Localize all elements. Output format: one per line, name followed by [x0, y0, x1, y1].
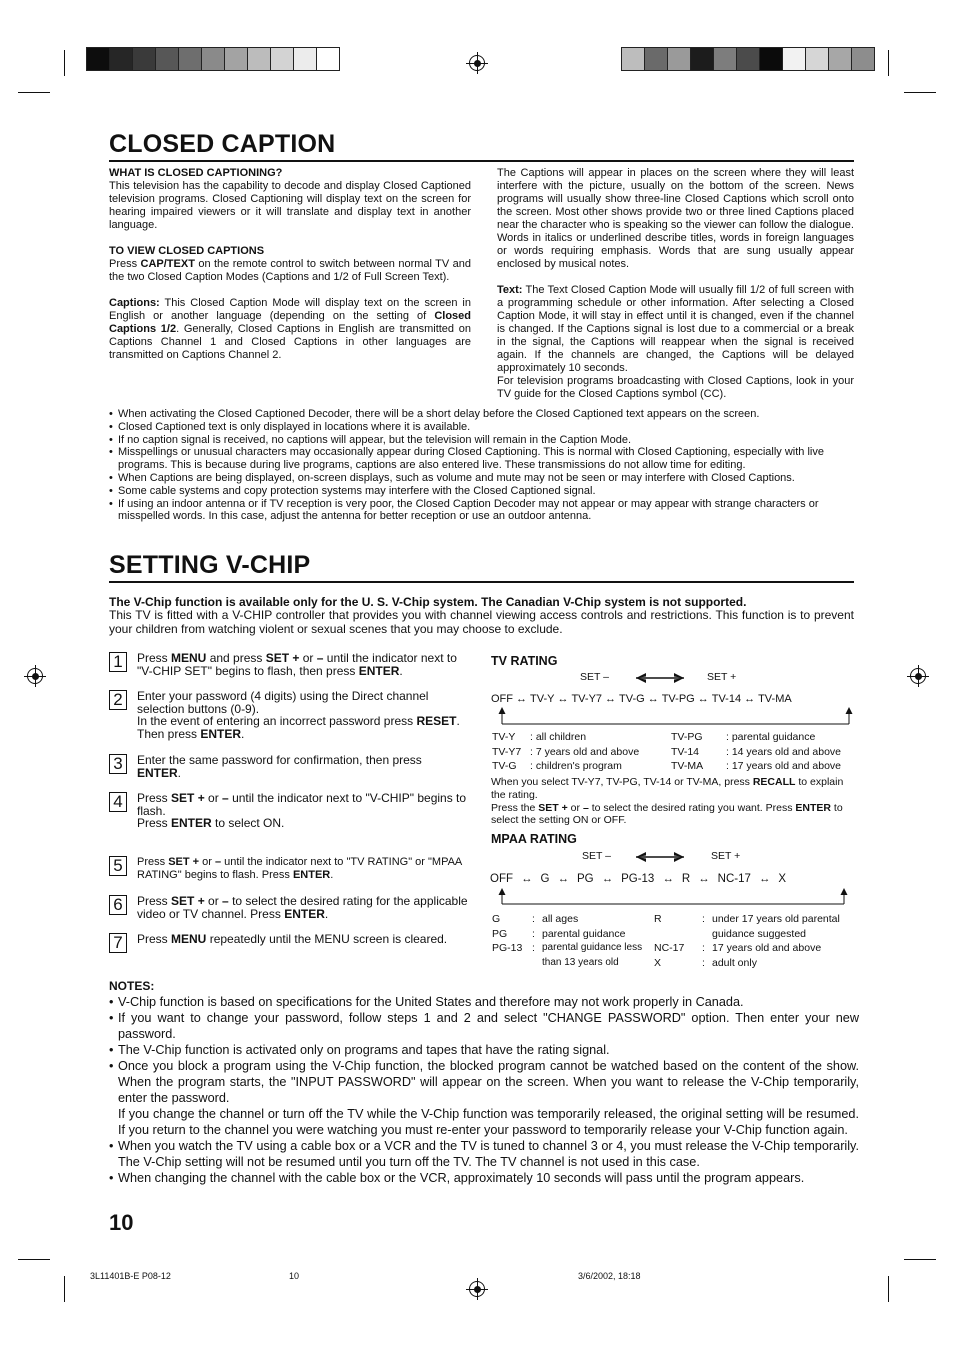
- rating-description: under 17 years old parental: [712, 913, 840, 925]
- note-text: to select the desired rating you want. Press: [588, 801, 796, 814]
- bidirectional-arrow-icon: ↔: [605, 693, 617, 705]
- wrap-arrow-icon: [494, 885, 864, 907]
- step-text: Press SET + or – until the indicator next to "TV RATING" or "MPAA RATING" begins to flash. Press ENTER.: [137, 856, 462, 881]
- key-name: ENTER: [284, 906, 325, 921]
- definition-row: [492, 956, 642, 971]
- rating-description: :: [532, 913, 535, 925]
- rating-code: PG-13: [492, 942, 523, 954]
- color-swatch: [691, 48, 714, 70]
- key-name: –: [316, 651, 324, 665]
- rating-code: TV-Y: [492, 731, 516, 743]
- rating-description: : 17 years old and above: [726, 760, 841, 772]
- rating-code: TV-Y7: [492, 745, 522, 758]
- cc-bullet-item: • If no caption signal is received, no captions will appear, but the television will remain in the Caption Mode.: [109, 434, 854, 447]
- crop-mark: [904, 92, 936, 93]
- cap-text-key: CAP/TEXT: [140, 258, 195, 270]
- note-text: to explain the rating.: [491, 776, 844, 801]
- color-swatch: [645, 48, 668, 70]
- note-item: [109, 1058, 859, 1138]
- registration-mark-icon: [466, 1278, 488, 1300]
- cc-bullet-item: • When Captions are being displayed, on-screen displays, such as volume and mute may not be seen or may interfere with Closed Captions.: [109, 472, 854, 485]
- crop-mark: [64, 50, 65, 76]
- cc-bullet-item: • When activating the Closed Captioned Decoder, there will be a short delay before the Closed Captioned text appears on the screen.: [109, 408, 854, 421]
- definition-row: [671, 730, 841, 745]
- key-name: –: [214, 856, 222, 868]
- page-number: 10: [109, 1210, 134, 1235]
- footer-center: 10: [289, 1271, 300, 1281]
- rating-description: [702, 927, 712, 942]
- rating-code: R: [654, 913, 662, 925]
- step-text: Enter your password (4 digits) using the Direct channel selection buttons (0-9). In the event of entering an incorrect password press RESET. Then press ENTER.: [137, 689, 460, 741]
- tv-guide-text: For television programs broadcasting with Closed Captions, look in your TV guide for the Closed Captions symbol (CC).: [497, 375, 854, 400]
- step-text: Press MENU repeatedly until the MENU screen is cleared.: [137, 932, 448, 946]
- color-swatch: [829, 48, 852, 70]
- closed-caption-title: CLOSED CAPTION: [109, 130, 336, 158]
- v-chip-intro: [109, 596, 854, 636]
- set-plus-label: SET +: [711, 850, 741, 862]
- rating-description: :: [702, 913, 705, 925]
- set-minus-key: –: [582, 801, 589, 814]
- cc-left-column: [109, 167, 471, 375]
- key-name: MENU: [171, 651, 207, 665]
- crop-mark: [888, 50, 889, 76]
- rating-label: PG-13: [621, 873, 655, 885]
- key-name: –: [222, 894, 229, 908]
- note-text: to select the setting ON or OFF.: [491, 801, 843, 827]
- crop-mark: [904, 1259, 936, 1260]
- mpaa-rating-heading: MPAA RATING: [491, 832, 577, 846]
- wrap-arrow-icon: [494, 704, 864, 728]
- note-paragraph: • The V-Chip function is activated only on programs and tapes that have the rating signal.: [118, 1043, 610, 1057]
- step-item: [109, 690, 469, 740]
- rating-label: TV-MA: [758, 693, 792, 705]
- definition-row: [671, 745, 841, 760]
- step-item: [109, 856, 469, 881]
- rating-code: PG: [492, 927, 508, 940]
- color-swatch: [179, 48, 202, 70]
- rating-description: : all children: [530, 731, 587, 743]
- note-paragraph: • V-Chip function is based on specifications for the United States and therefore may not work properly in Canada.: [118, 995, 744, 1009]
- view-text: Press: [109, 258, 141, 270]
- color-swatch: [317, 48, 339, 70]
- definition-row: [492, 759, 639, 774]
- color-swatch: [294, 48, 317, 70]
- color-swatch: [714, 48, 737, 70]
- rating-label: TV-Y: [530, 693, 555, 705]
- rating-label: TV-14: [711, 693, 742, 705]
- text-mode-section: [497, 284, 854, 401]
- color-swatch: [668, 48, 691, 70]
- definition-row: [492, 745, 639, 760]
- step-item: [109, 792, 469, 830]
- cc-bullet-item: • Some cable systems and copy protection systems may interfere with the Closed Captioned signal.: [109, 485, 854, 498]
- rating-code: TV-14: [671, 745, 700, 758]
- key-name: ENTER: [358, 663, 400, 678]
- enter-key: ENTER: [795, 801, 831, 814]
- view-text: on the remote control to switch between normal TV and the two Closed Caption Modes (Captions and 1/2 of Full Screen Text).: [109, 258, 471, 283]
- key-name: SET +: [171, 791, 205, 805]
- notes-heading: NOTES:: [109, 979, 155, 993]
- rating-code: NC-17: [654, 942, 685, 954]
- closed-captions-key: Closed Captions 1/2: [109, 310, 471, 335]
- text-label: Text:: [497, 284, 523, 296]
- key-name: MENU: [171, 932, 207, 946]
- rating-description: : 7 years old and above: [530, 745, 640, 758]
- set-minus-label: SET –: [582, 850, 611, 862]
- what-text: This television has the capability to decode and display Closed Captioned television programs. Closed Captioning will display text on the screen for hearing impaired viewers or it will translate and display text in another language.: [109, 180, 471, 231]
- rating-label: X: [778, 873, 787, 885]
- rating-description: parental guidance: [542, 927, 626, 940]
- captions-label: Captions:: [109, 297, 160, 309]
- note-item: [109, 994, 859, 1010]
- bidirectional-arrow-icon: ↔: [557, 693, 569, 705]
- v-chip-intro-text: This TV is fitted with a V-CHIP controller that provides you with channel viewing access controls and restrictions. This function is to prevent your children from watching violent or sexual scenes that you may choose to exclude.: [109, 608, 854, 636]
- rating-description: :: [532, 942, 535, 954]
- step-item: [109, 895, 469, 920]
- key-name: ENTER: [171, 816, 212, 830]
- key-name: ENTER: [200, 726, 242, 741]
- definition-row: [654, 912, 840, 927]
- bidirectional-arrow-icon: ↔: [601, 873, 614, 885]
- rating-description: : children's program: [530, 760, 622, 772]
- tv-rating-definitions-right: [671, 730, 841, 774]
- rating-label: G: [540, 873, 550, 885]
- color-swatch: [202, 48, 225, 70]
- view-heading: TO VIEW CLOSED CAPTIONS: [109, 245, 265, 257]
- definition-row: [671, 759, 841, 774]
- notes-list: [109, 994, 859, 1186]
- color-swatch: [737, 48, 760, 70]
- cc-bullet-item: • If using an indoor antenna or if TV reception is very poor, the Closed Caption Decoder may not appear or may appear with strange characters or misspelled words. In this case, adjust the antenna for better reception or use an outdoor antenna.: [109, 498, 854, 524]
- bidirectional-arrow-icon: ↔: [758, 873, 771, 885]
- color-swatch: [87, 48, 110, 70]
- note-paragraph: • Once you block a program using the V-Chip function, the blocked program cannot be watched based on the content of the show. When the program starts, the "INPUT PASSWORD" will appear on the screen. When you want to release the V-Chip temporarily, enter the password.: [118, 1059, 859, 1105]
- rating-description: guidance suggested: [712, 927, 806, 940]
- rating-code: TV-G: [492, 760, 517, 772]
- captions-placement-text: The Captions will appear in places on the screen where they will least interfere with the picture, usually on the bottom of the screen. News programs will usually show three-line Closed Captions which scroll onto the screen. Most other shows provide two or three lined Captions placed near the character who is speaking so the viewer can follow the dialogue. Words in italics or underlined describe titles, words in foreign languages or words requiring emphasis. Words that are sung usually appear enclosed by musical notes.: [497, 167, 854, 270]
- rating-description: 17 years old and above: [712, 942, 822, 954]
- step-number: 6: [109, 895, 127, 915]
- bidirectional-arrow-icon: ↔: [744, 693, 756, 705]
- step-number: 4: [109, 792, 127, 812]
- color-swatch: [133, 48, 156, 70]
- view-section: [109, 245, 471, 284]
- definition-row: [654, 941, 840, 956]
- definition-row: [654, 956, 840, 971]
- rating-label: TV-G: [619, 693, 645, 705]
- bidirectional-arrow-icon: ↔: [697, 693, 709, 705]
- rating-code: G: [492, 913, 501, 925]
- step-item: [109, 754, 469, 779]
- rating-code: X: [654, 956, 662, 969]
- color-swatch: [806, 48, 829, 70]
- cc-bullet-list: [109, 408, 854, 523]
- key-name: RESET: [416, 714, 457, 728]
- step-item: [109, 652, 469, 677]
- definition-row: [492, 927, 642, 942]
- color-swatch: [248, 48, 271, 70]
- registration-mark-icon: [907, 665, 929, 687]
- step-text: Press SET + or – until the indicator next to "V-CHIP" begins to flash. Press ENTER to select ON.: [137, 791, 467, 830]
- color-swatch: [852, 48, 874, 70]
- recall-key: RECALL: [752, 776, 796, 788]
- step-number: 2: [109, 690, 127, 710]
- tv-rating-definitions-left: [492, 730, 639, 774]
- double-arrow-icon: [634, 672, 686, 684]
- step-number: 7: [109, 933, 127, 953]
- title-rule: [109, 160, 854, 162]
- definition-row: [492, 730, 639, 745]
- color-swatch: [271, 48, 294, 70]
- notes-section: [109, 978, 859, 1186]
- what-section: [109, 167, 471, 232]
- footer-right: 3/6/2002, 18:18: [578, 1271, 641, 1281]
- note-item: [109, 1170, 859, 1186]
- bidirectional-arrow-icon: ↔: [521, 873, 533, 885]
- step-number: 5: [109, 856, 127, 876]
- step-text: Press SET + or – to select the desired rating for the applicable video or TV channel. Press ENTER.: [137, 894, 468, 921]
- note-item: [109, 1010, 859, 1042]
- mpaa-definitions-right: [654, 912, 840, 970]
- definition-row: [492, 912, 642, 927]
- cc-bullet-item: • Misspellings or unusual characters may occasionally appear during Closed Captioning. This is normal with Closed Captioning, especially with live programs. This is because during live programs, captions are also entered live. These transmissions do not allow time for editing.: [109, 446, 854, 472]
- note-text: When you select TV-Y7, TV-PG, TV-14 or TV-MA, press: [491, 776, 753, 788]
- color-swatch: [225, 48, 248, 70]
- color-swatch: [783, 48, 806, 70]
- registration-mark-icon: [24, 665, 46, 687]
- rating-description: [532, 956, 542, 971]
- step-text: Enter the same password for confirmation, then press ENTER.: [137, 753, 422, 780]
- rating-label: TV-PG: [661, 693, 695, 705]
- rating-label: PG: [576, 873, 594, 885]
- what-heading: WHAT IS CLOSED CAPTIONING?: [109, 167, 283, 179]
- crop-mark: [64, 1276, 65, 1302]
- note-text: Press the: [491, 801, 539, 814]
- bidirectional-arrow-icon: ↔: [516, 693, 527, 705]
- rating-label: TV-Y7: [571, 693, 603, 705]
- captions-text: This Closed Caption Mode will display text on the screen in English or another language (depending on the setting of: [109, 297, 471, 322]
- rating-description: parental guidance less: [542, 942, 643, 953]
- captions-section: [109, 297, 471, 362]
- v-chip-title: SETTING V-CHIP: [109, 551, 311, 579]
- bidirectional-arrow-icon: ↔: [698, 873, 710, 885]
- step-number: 3: [109, 754, 127, 774]
- set-plus-label: SET +: [707, 671, 737, 683]
- rating-code: [492, 956, 532, 971]
- bidirectional-arrow-icon: ↔: [557, 873, 569, 885]
- set-plus-key: SET +: [538, 801, 568, 814]
- rating-description: :: [532, 927, 535, 940]
- note-paragraph: If you change the channel or turn off the TV while the V-Chip function was temporarily released, the original setting will be resumed. If you return to the channel you were watching you must re-enter your password to temporarily release your V-Chip function again.: [118, 1107, 859, 1137]
- rating-description: than 13 years old: [542, 956, 619, 968]
- step-item: [109, 932, 469, 952]
- note-paragraph: • When changing the channel with the cable box or the VCR, approximately 10 seconds will pass until the program appears.: [118, 1171, 805, 1185]
- cc-bullet-item: • Closed Captioned text is only displayed in locations where it is available.: [109, 421, 854, 434]
- rating-description: all ages: [542, 913, 579, 925]
- registration-mark-icon: [466, 52, 488, 74]
- color-swatch: [760, 48, 783, 70]
- rating-code: TV-MA: [671, 760, 704, 772]
- color-swatch: [110, 48, 133, 70]
- crop-mark: [18, 92, 50, 93]
- note-paragraph: • If you want to change your password, follow steps 1 and 2 and select "CHANGE PASSWORD" option. Then enter your new password.: [118, 1011, 859, 1041]
- rating-label: OFF: [490, 873, 513, 885]
- rating-description: : 14 years old and above: [726, 745, 841, 758]
- rating-code: TV-PG: [671, 731, 703, 743]
- bidirectional-arrow-icon: ↔: [647, 693, 659, 705]
- note-item: [109, 1042, 859, 1058]
- note-item: [109, 1138, 859, 1170]
- definition-row: [654, 927, 840, 942]
- mpaa-rating-chain: [490, 873, 786, 885]
- mpaa-definitions-left: [492, 912, 642, 970]
- captions-text: . Generally, Closed Captions in English are transmitted on Captions Channel 1 and Closed Captions in other languages are transmitted on Captions Channel 2.: [109, 323, 471, 361]
- key-name: ENTER: [292, 868, 331, 881]
- cc-right-column: [497, 167, 854, 401]
- step-number: 1: [109, 652, 127, 672]
- key-name: ENTER: [137, 765, 178, 780]
- footer-left: 3L11401B-E P08-12: [90, 1271, 171, 1281]
- note-paragraph: • When you watch the TV using a cable box or a VCR and the TV is tuned to channel 3 or 4, you must release the V-Chip temporarily. The V-Chip setting will not be resumed until you turn off the TV. The TV channel is not used in this case.: [118, 1139, 859, 1169]
- rating-description: :: [702, 942, 705, 954]
- rating-label: R: [681, 873, 691, 885]
- v-chip-intro-bold: The V-Chip function is available only for the U. S. V-Chip system. The Canadian V-Chip system is not supported.: [109, 595, 747, 609]
- key-name: SET +: [265, 651, 300, 665]
- key-name: SET +: [168, 856, 200, 868]
- rating-description: adult only: [712, 956, 757, 969]
- key-name: –: [222, 791, 229, 805]
- note-text: or: [567, 801, 583, 814]
- bidirectional-arrow-icon: ↔: [662, 873, 674, 885]
- color-swatch: [622, 48, 645, 70]
- crop-mark: [18, 1259, 50, 1260]
- color-bar-right: [621, 47, 875, 71]
- rating-code: [654, 927, 702, 942]
- set-minus-label: SET –: [580, 671, 609, 683]
- double-arrow-icon: [634, 851, 686, 863]
- color-swatch: [156, 48, 179, 70]
- title-rule: [109, 581, 854, 583]
- text-mode-text: The Text Closed Caption Mode will usually fill 1/2 of full screen with a programming schedule or other information. After selecting a Closed Caption Mode, it will stay in effect until it is changed, even if the channel is changed. If the Captions signal is lost due to a commercial or a break in the signal, the Captions will reappear when the signal is received again. If the channels are changed, the Captions will be delayed approximately 10 seconds.: [497, 284, 854, 374]
- step-text: Press MENU and press SET + or – until the indicator next to "V-CHIP SET" begins to flash, then press ENTER.: [137, 651, 457, 678]
- tv-rating-note: [491, 776, 856, 827]
- color-bar-left: [86, 47, 340, 71]
- crop-mark: [888, 1276, 889, 1302]
- key-name: SET +: [171, 894, 205, 908]
- rating-label: NC-17: [717, 873, 751, 885]
- rating-label: OFF: [491, 693, 513, 705]
- definition-row: [492, 941, 642, 956]
- rating-description: : parental guidance: [726, 731, 816, 743]
- tv-rating-heading: TV RATING: [491, 654, 558, 668]
- rating-description: :: [702, 956, 705, 969]
